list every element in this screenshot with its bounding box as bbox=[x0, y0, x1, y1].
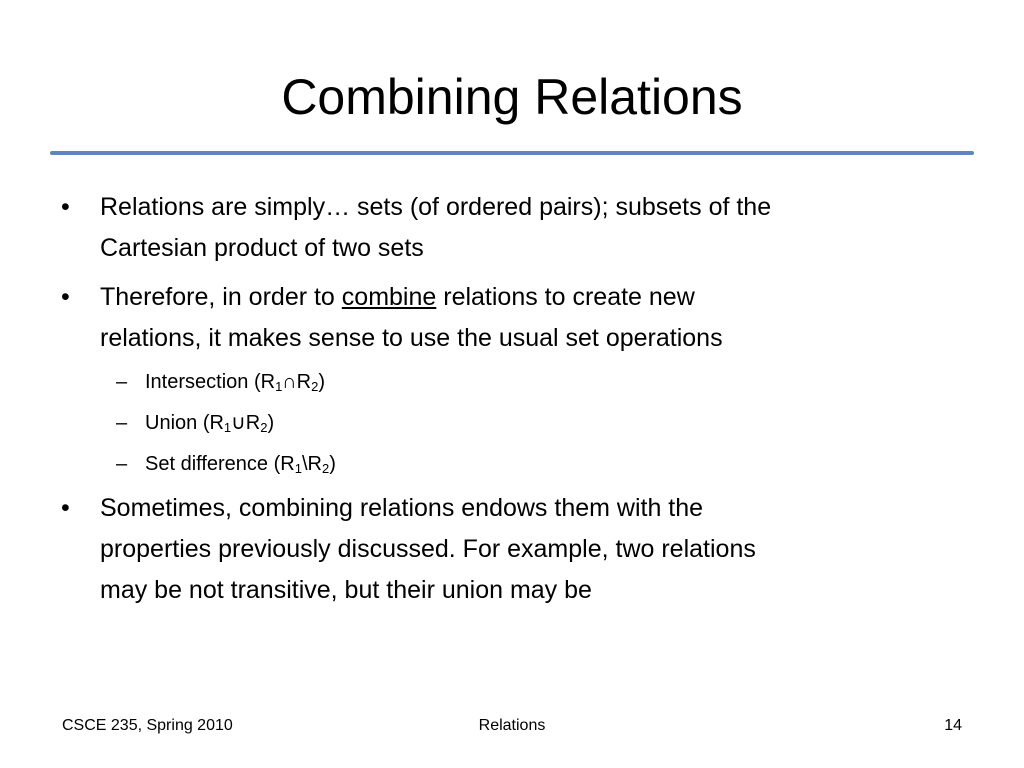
footer-course: CSCE 235, Spring 2010 bbox=[62, 717, 233, 734]
footer-topic: Relations bbox=[478, 717, 546, 734]
bullet-line bbox=[100, 277, 960, 318]
bullet-line: Cartesian product of two sets bbox=[100, 234, 424, 262]
dash-glyph: – bbox=[116, 453, 128, 475]
sub-bullet-text: Union $(R_1\cup R_2)$ bbox=[145, 412, 275, 435]
bullet-glyph: • bbox=[61, 283, 70, 311]
slide-title: Combining Relations bbox=[281, 69, 743, 125]
bullet-line: may be not transitive, but their union may be bbox=[100, 576, 592, 604]
sub-bullet-item bbox=[0, 409, 1024, 437]
sub-bullet-item bbox=[0, 368, 1024, 396]
bullet-glyph: • bbox=[61, 494, 70, 522]
bullet-item bbox=[0, 277, 1024, 359]
bullet-text: relations to create new bbox=[436, 283, 695, 311]
dash-glyph: – bbox=[116, 371, 128, 393]
bullet-line: properties previously discussed. For example, two relations bbox=[100, 535, 756, 563]
bullet-line: Sometimes, combining relations endows them with the bbox=[100, 494, 704, 522]
sub-bullet-text: Set difference $(R_1\backslash R_2)$ bbox=[145, 453, 336, 476]
bullet-line: Relations are simply… sets (of ordered pairs); subsets of the bbox=[100, 193, 772, 221]
slide-number: 14 bbox=[944, 717, 962, 734]
bullet-glyph: • bbox=[61, 193, 70, 221]
bullet-item bbox=[0, 488, 1024, 611]
dash-glyph: – bbox=[116, 412, 128, 434]
bullet-text: Therefore, in order to bbox=[100, 283, 342, 311]
sub-bullet-item bbox=[0, 450, 1024, 478]
bullet-line: relations, it makes sense to use the usual set operations bbox=[100, 324, 723, 352]
underlined-term: combine bbox=[341, 283, 437, 311]
sub-bullet-text: Intersection $(R_1\cap R_2)$ bbox=[145, 371, 326, 394]
bullet-item bbox=[0, 187, 1024, 269]
